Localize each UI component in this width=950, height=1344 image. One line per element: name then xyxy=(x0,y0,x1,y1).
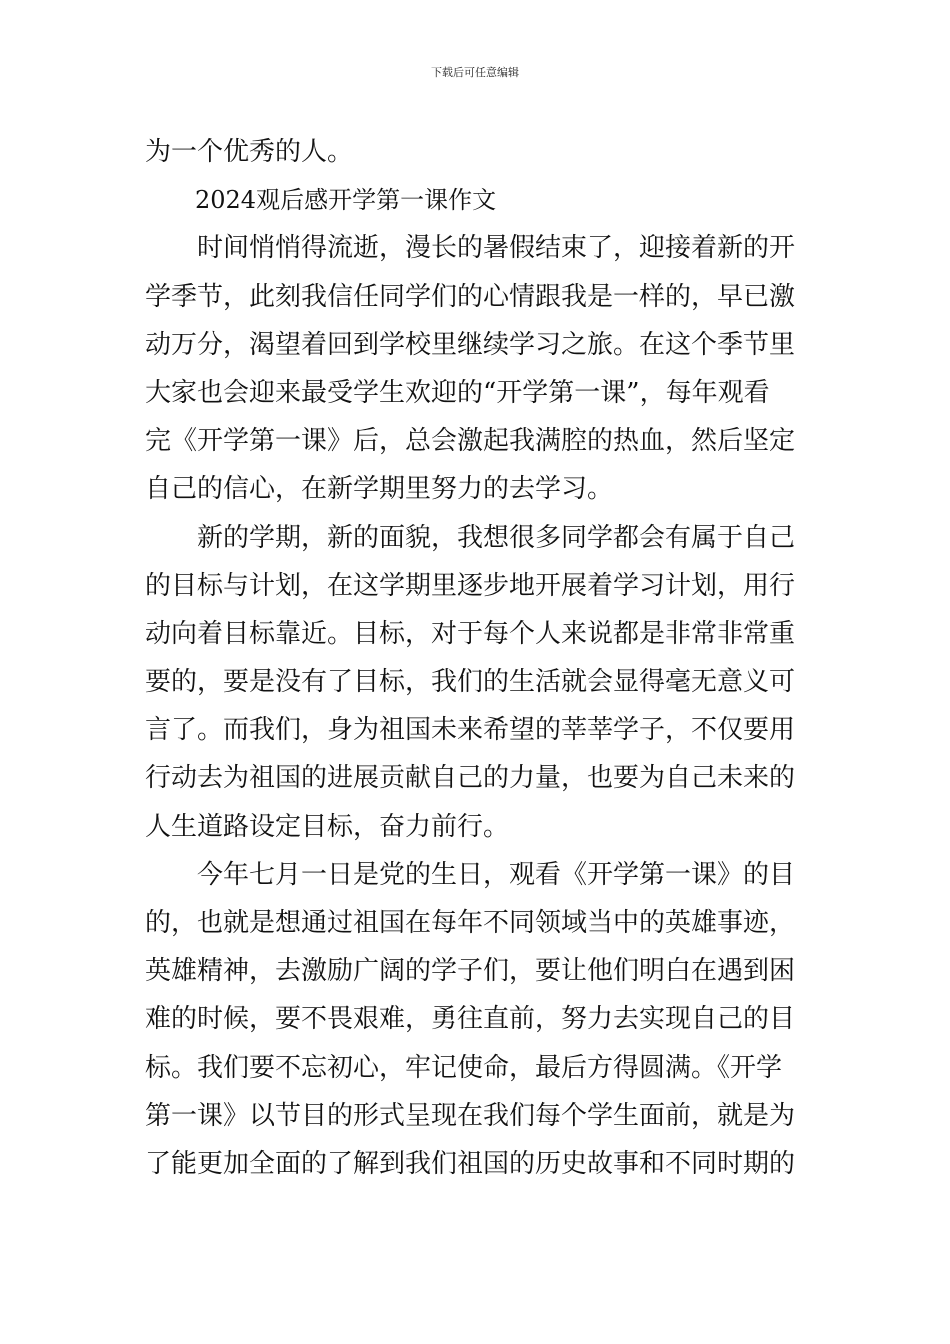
page-header: 下载后可任意编辑 xyxy=(431,66,519,79)
paragraph-start-line: 今年七月一日是党的生日，观看《开学第一课》的目 xyxy=(197,859,796,890)
text-line: 完《开学第一课》后，总会激起我满腔的热血，然后坚定 xyxy=(145,426,796,457)
text-line: 要的，要是没有了目标，我们的生活就会显得毫无意义可 xyxy=(145,667,796,698)
essay-title: 2024观后感开学第一课作文 xyxy=(195,186,497,215)
text-line: 了能更加全面的了解到我们祖国的历史故事和不同时期的 xyxy=(145,1148,796,1179)
paragraph-start-line: 时间悄悄得流逝，漫长的暑假结束了，迎接着新的开 xyxy=(197,233,796,264)
text-line: 大家也会迎来最受学生欢迎的“开学第一课”，每年观看 xyxy=(145,377,770,408)
paragraph-start-line: 新的学期，新的面貌，我想很多同学都会有属于自己 xyxy=(197,522,796,553)
text-line: 的目标与计划，在这学期里逐步地开展着学习计划，用行 xyxy=(145,570,796,601)
text-line: 英雄精神，去激励广阔的学子们，要让他们明白在遇到困 xyxy=(145,956,796,987)
document-body xyxy=(145,128,810,1188)
text-line: 第一课》以节目的形式呈现在我们每个学生面前，就是为 xyxy=(145,1100,796,1131)
text-line: 的，也就是想通过祖国在每年不同领域当中的英雄事迹， xyxy=(145,908,796,938)
text-line: 言了。而我们，身为祖国未来希望的莘莘学子，不仅要用 xyxy=(145,715,796,746)
text-line: 为一个优秀的人。 xyxy=(145,137,354,167)
text-line: 行动去为祖国的进展贡献自己的力量，也要为自己未来的 xyxy=(145,763,796,794)
text-line: 学季节，此刻我信任同学们的心情跟我是一样的，早已激 xyxy=(145,281,796,312)
text-line: 动万分，渴望着回到学校里继续学习之旅。在这个季节里 xyxy=(145,329,796,360)
text-line: 动向着目标靠近。目标，对于每个人来说都是非常非常重 xyxy=(145,618,796,649)
text-line: 标。我们要不忘初心，牢记使命，最后方得圆满。《开学 xyxy=(145,1052,783,1083)
text-line: 难的时候，要不畏艰难，勇往直前，努力去实现自己的目 xyxy=(145,1004,796,1035)
text-line: 自己的信心，在新学期里努力的去学习。 xyxy=(145,474,614,505)
text-line: 人生道路设定目标，奋力前行。 xyxy=(145,811,510,842)
